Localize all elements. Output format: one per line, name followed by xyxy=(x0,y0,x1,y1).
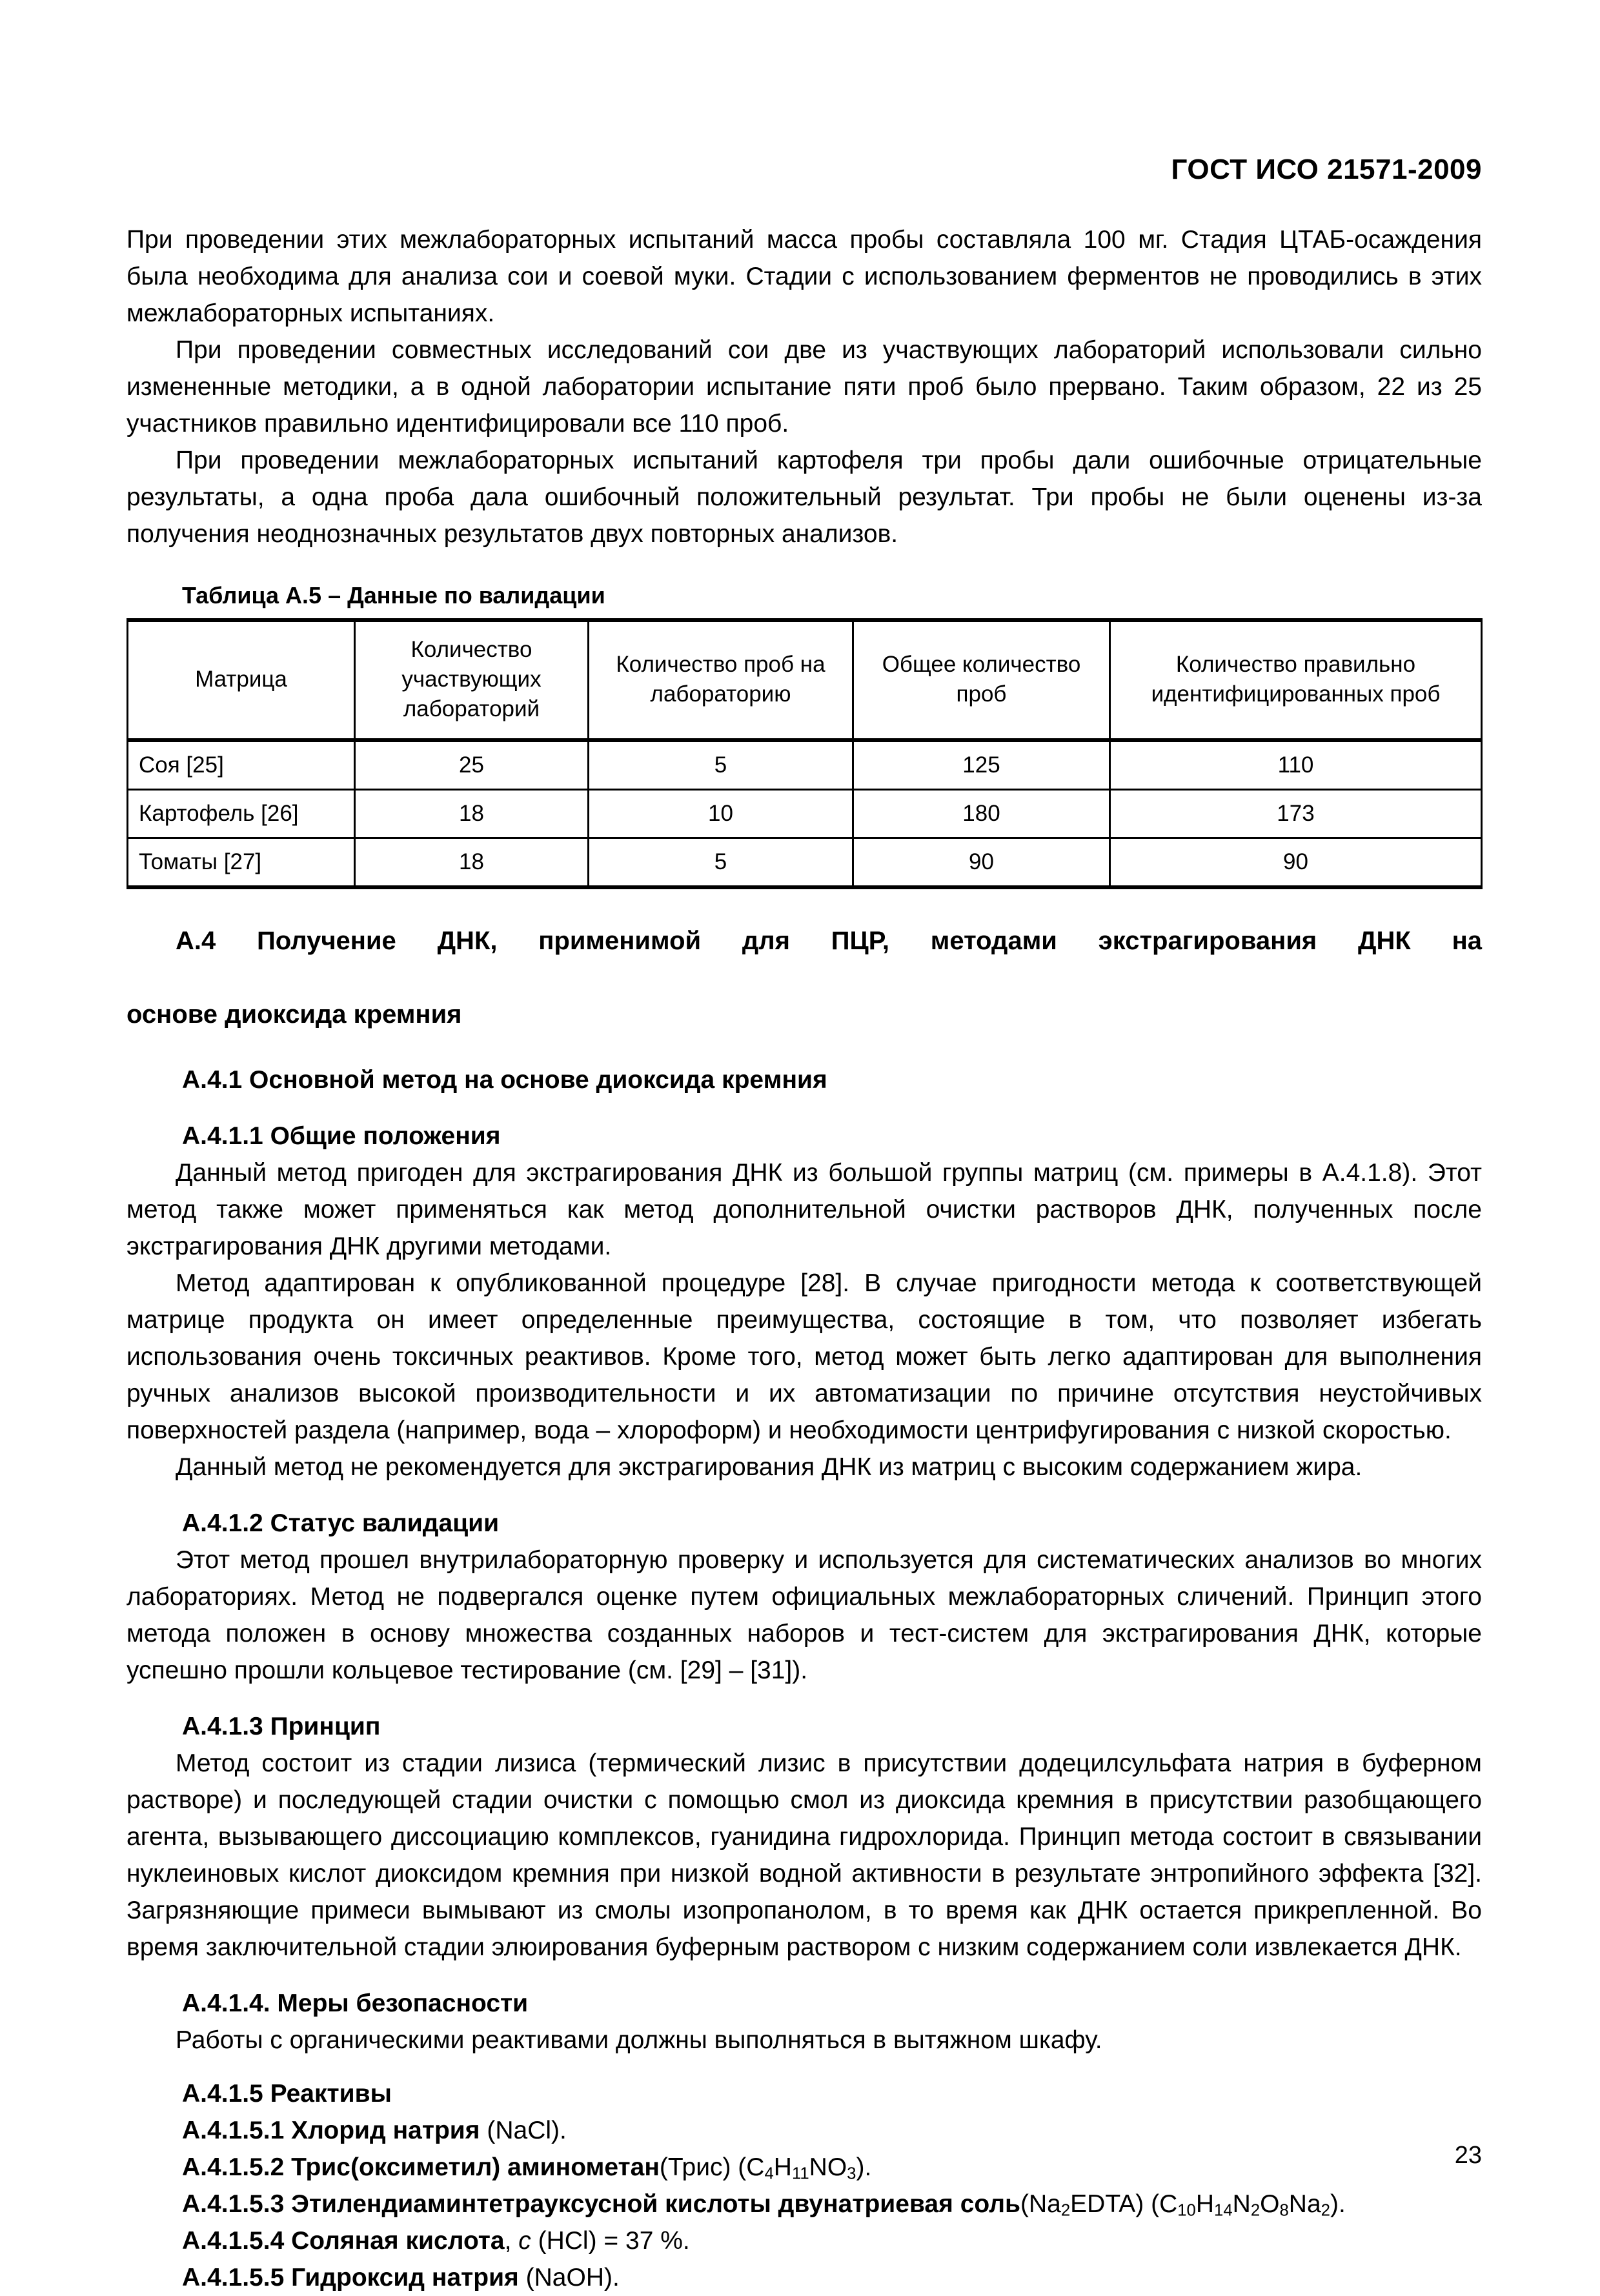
table-row xyxy=(128,838,1482,888)
table-caption: Таблица А.5 – Данные по валидации xyxy=(182,582,605,609)
cell-correct: 90 xyxy=(1110,838,1482,888)
reagent-formula: (NaCl). xyxy=(487,2117,567,2144)
reagent-name: Хлорид натрия xyxy=(291,2117,480,2144)
formula-part: ). xyxy=(1330,2190,1346,2218)
a412-paragraph-1: Этот метод прошел внутрилабораторную проверку и используется для систематических анализов во многих лабораториях. Метод не подвергался оценке путем официальных межлабораторных сличений. Принцип этого метода положен в основу множества созданных наборов и тест-систем для экстрагирования ДНК, которые успешно прошли кольцевое тестирование (см. [29] – [31]). xyxy=(127,1546,1482,1684)
cell-correct: 110 xyxy=(1110,740,1482,790)
reagent-item-tris xyxy=(127,2149,1482,2186)
cell-labs: 18 xyxy=(355,790,589,838)
reagent-number: А.4.1.5.3 xyxy=(182,2190,285,2218)
reagent-formula xyxy=(660,2153,871,2181)
cell-matrix: Картофель [26] xyxy=(128,790,355,838)
reagent-item-hcl xyxy=(127,2222,1482,2259)
concentration-symbol: c xyxy=(518,2227,531,2255)
table-row xyxy=(128,790,1482,838)
formula-part: H xyxy=(1195,2190,1215,2218)
cell-matrix: Томаты [27] xyxy=(128,838,355,888)
formula-subscript: 8 xyxy=(1279,2201,1289,2220)
column-header-correct: Количество правильно идентифицированных проб xyxy=(1110,620,1482,740)
reagent-name: Соляная кислота xyxy=(291,2227,505,2255)
page-number: 23 xyxy=(1454,2142,1482,2169)
reagent-item-edta xyxy=(127,2186,1482,2222)
a411-paragraph-1: Данный метод пригоден для экстрагирования ДНК из большой группы матриц (см. примеры в А.4.1.8). Этот метод также может применяться как метод дополнительной очистки растворов ДНК, полученных после экстрагирования ДНК другими методами. xyxy=(127,1159,1482,1260)
reagent-formula: (HCl) = 37 %. xyxy=(531,2227,690,2255)
section-heading-a415: А.4.1.5 Реактивы xyxy=(182,2080,392,2108)
formula-subscript: 14 xyxy=(1214,2201,1233,2220)
reagent-concentration-prefix: , xyxy=(504,2227,519,2255)
intro-paragraph-1: При проведении этих межлабораторных испытаний масса пробы составляла 100 мг. Стадия ЦТАБ-осаждения была необходима для анализа сои и соевой муки. Стадии с использованием ферментов не проводились в этих межлабораторных испытаниях. xyxy=(127,226,1482,327)
section-heading-a414: А.4.1.4. Меры безопасности xyxy=(182,1989,529,2017)
formula-part: EDTA) (C xyxy=(1070,2190,1178,2218)
reagent-formula: (NaOH). xyxy=(525,2264,620,2291)
section-heading-a4 xyxy=(127,889,1482,1033)
formula-subscript: 3 xyxy=(847,2164,856,2183)
formula-part: ). xyxy=(856,2153,872,2181)
formula-subscript: 4 xyxy=(764,2164,774,2183)
cell-matrix: Соя [25] xyxy=(128,740,355,790)
section-heading-a4-line1: А.4 Получение ДНК, применимой для ПЦР, методами экстрагирования ДНК на xyxy=(176,927,1482,955)
section-heading-a41: А.4.1 Основной метод на основе диоксида кремния xyxy=(182,1066,827,1094)
formula-part: (Na xyxy=(1020,2190,1061,2218)
table-row xyxy=(128,740,1482,790)
table-header-row xyxy=(128,620,1482,740)
cell-total-samples: 90 xyxy=(853,838,1110,888)
reagent-number: А.4.1.5.5 xyxy=(182,2264,285,2291)
a411-paragraph-3: Данный метод не рекомендуется для экстрагирования ДНК из матриц с высоким содержанием жира. xyxy=(176,1453,1362,1481)
formula-subscript: 11 xyxy=(791,2164,809,2183)
section-heading-a411: А.4.1.1 Общие положения xyxy=(182,1122,501,1150)
section-heading-a4-line2: основе диоксида кремния xyxy=(127,1000,462,1029)
cell-samples-per-lab: 10 xyxy=(589,790,853,838)
reagent-name: Этилендиаминтетрауксусной кислоты двунатриевая соль xyxy=(291,2190,1020,2218)
a414-paragraph-1: Работы с органическими реактивами должны выполняться в вытяжном шкафу. xyxy=(176,2026,1102,2054)
cell-total-samples: 180 xyxy=(853,790,1110,838)
reagent-number: А.4.1.5.2 xyxy=(182,2153,285,2181)
formula-part: H xyxy=(773,2153,792,2181)
cell-samples-per-lab: 5 xyxy=(589,740,853,790)
reagent-item-nacl xyxy=(127,2112,1482,2149)
a413-paragraph-1: Метод состоит из стадии лизиса (термический лизис в присутствии додецилсульфата натрия в буферном растворе) и последующей стадии очистки с помощью смол из диоксида кремния в присутствии разобщающего агента, вызывающего диссоциацию комплексов, гуанидина гидрохлорида. Принцип метода состоит в связывании нуклеиновых кислот диоксидом кремния при низкой водной активности в результате энтропийного эффекта [32]. Загрязняющие примеси вымывают из смолы изопропанолом, в то время как ДНК остается прикрепленной. Во время заключительной стадии элюирования буферным раствором с низким содержанием соли извлекается ДНК. xyxy=(127,1749,1482,1961)
column-header-labs: Количество участвующих лабораторий xyxy=(355,620,589,740)
intro-paragraph-2: При проведении совместных исследований сои две из участвующих лабораторий использовали сильно измененные методики, а в одной лаборатории испытание пяти проб было прервано. Таким образом, 22 из 25 участников правильно идентифицировали все 110 проб. xyxy=(127,336,1482,438)
intro-paragraph-3: При проведении межлабораторных испытаний картофеля три пробы дали ошибочные отрицательные результаты, а одна проба дала ошибочный положительный результат. Три пробы не были оценены из-за получения неоднозначных результатов двух повторных анализов. xyxy=(127,447,1482,548)
section-heading-a413: А.4.1.3 Принцип xyxy=(182,1713,381,1740)
column-header-total-samples: Общее количество проб xyxy=(853,620,1110,740)
formula-part: O xyxy=(1260,2190,1280,2218)
reagent-item-naoh xyxy=(127,2259,1482,2296)
section-heading-a412: А.4.1.2 Статус валидации xyxy=(182,1509,500,1537)
reagent-name: Гидроксид натрия xyxy=(291,2264,519,2291)
formula-subscript: 10 xyxy=(1177,2201,1196,2220)
formula-part: Na xyxy=(1288,2190,1321,2218)
a411-paragraph-2: Метод адаптирован к опубликованной процедуре [28]. В случае пригодности метода к соответствующей матрице продукта он имеет определенные преимущества, состоящие в том, что позволяет избегать использования очень токсичных реактивов. Кроме того, метод может быть легко адаптирован для выполнения ручных анализов высокой производительности и их автоматизации по причине отсутствия неустойчивых поверхностей раздела (например, вода – хлороформ) и необходимости центрифугирования с низкой скоростью. xyxy=(127,1269,1482,1444)
formula-part: NO xyxy=(809,2153,847,2181)
validation-data-table xyxy=(127,618,1483,889)
cell-correct: 173 xyxy=(1110,790,1482,838)
reagent-number: А.4.1.5.4 xyxy=(182,2227,285,2255)
document-header-title: ГОСТ ИСО 21571-2009 xyxy=(1171,154,1482,185)
formula-subscript: 2 xyxy=(1250,2201,1261,2220)
reagent-name: Трис(оксиметил) аминометан xyxy=(291,2153,660,2181)
cell-total-samples: 125 xyxy=(853,740,1110,790)
column-header-matrix: Матрица xyxy=(128,620,355,740)
cell-samples-per-lab: 5 xyxy=(589,838,853,888)
reagent-number: А.4.1.5.1 xyxy=(182,2117,285,2144)
cell-labs: 25 xyxy=(355,740,589,790)
formula-subscript: 2 xyxy=(1060,2201,1071,2220)
page-content xyxy=(127,0,1482,2296)
formula-subscript: 2 xyxy=(1321,2201,1330,2220)
reagent-formula xyxy=(1020,2190,1346,2218)
formula-part: (Трис) (C xyxy=(659,2153,765,2181)
column-header-samples-per-lab: Количество проб на лабораторию xyxy=(589,620,853,740)
formula-part: N xyxy=(1232,2190,1251,2218)
cell-labs: 18 xyxy=(355,838,589,888)
